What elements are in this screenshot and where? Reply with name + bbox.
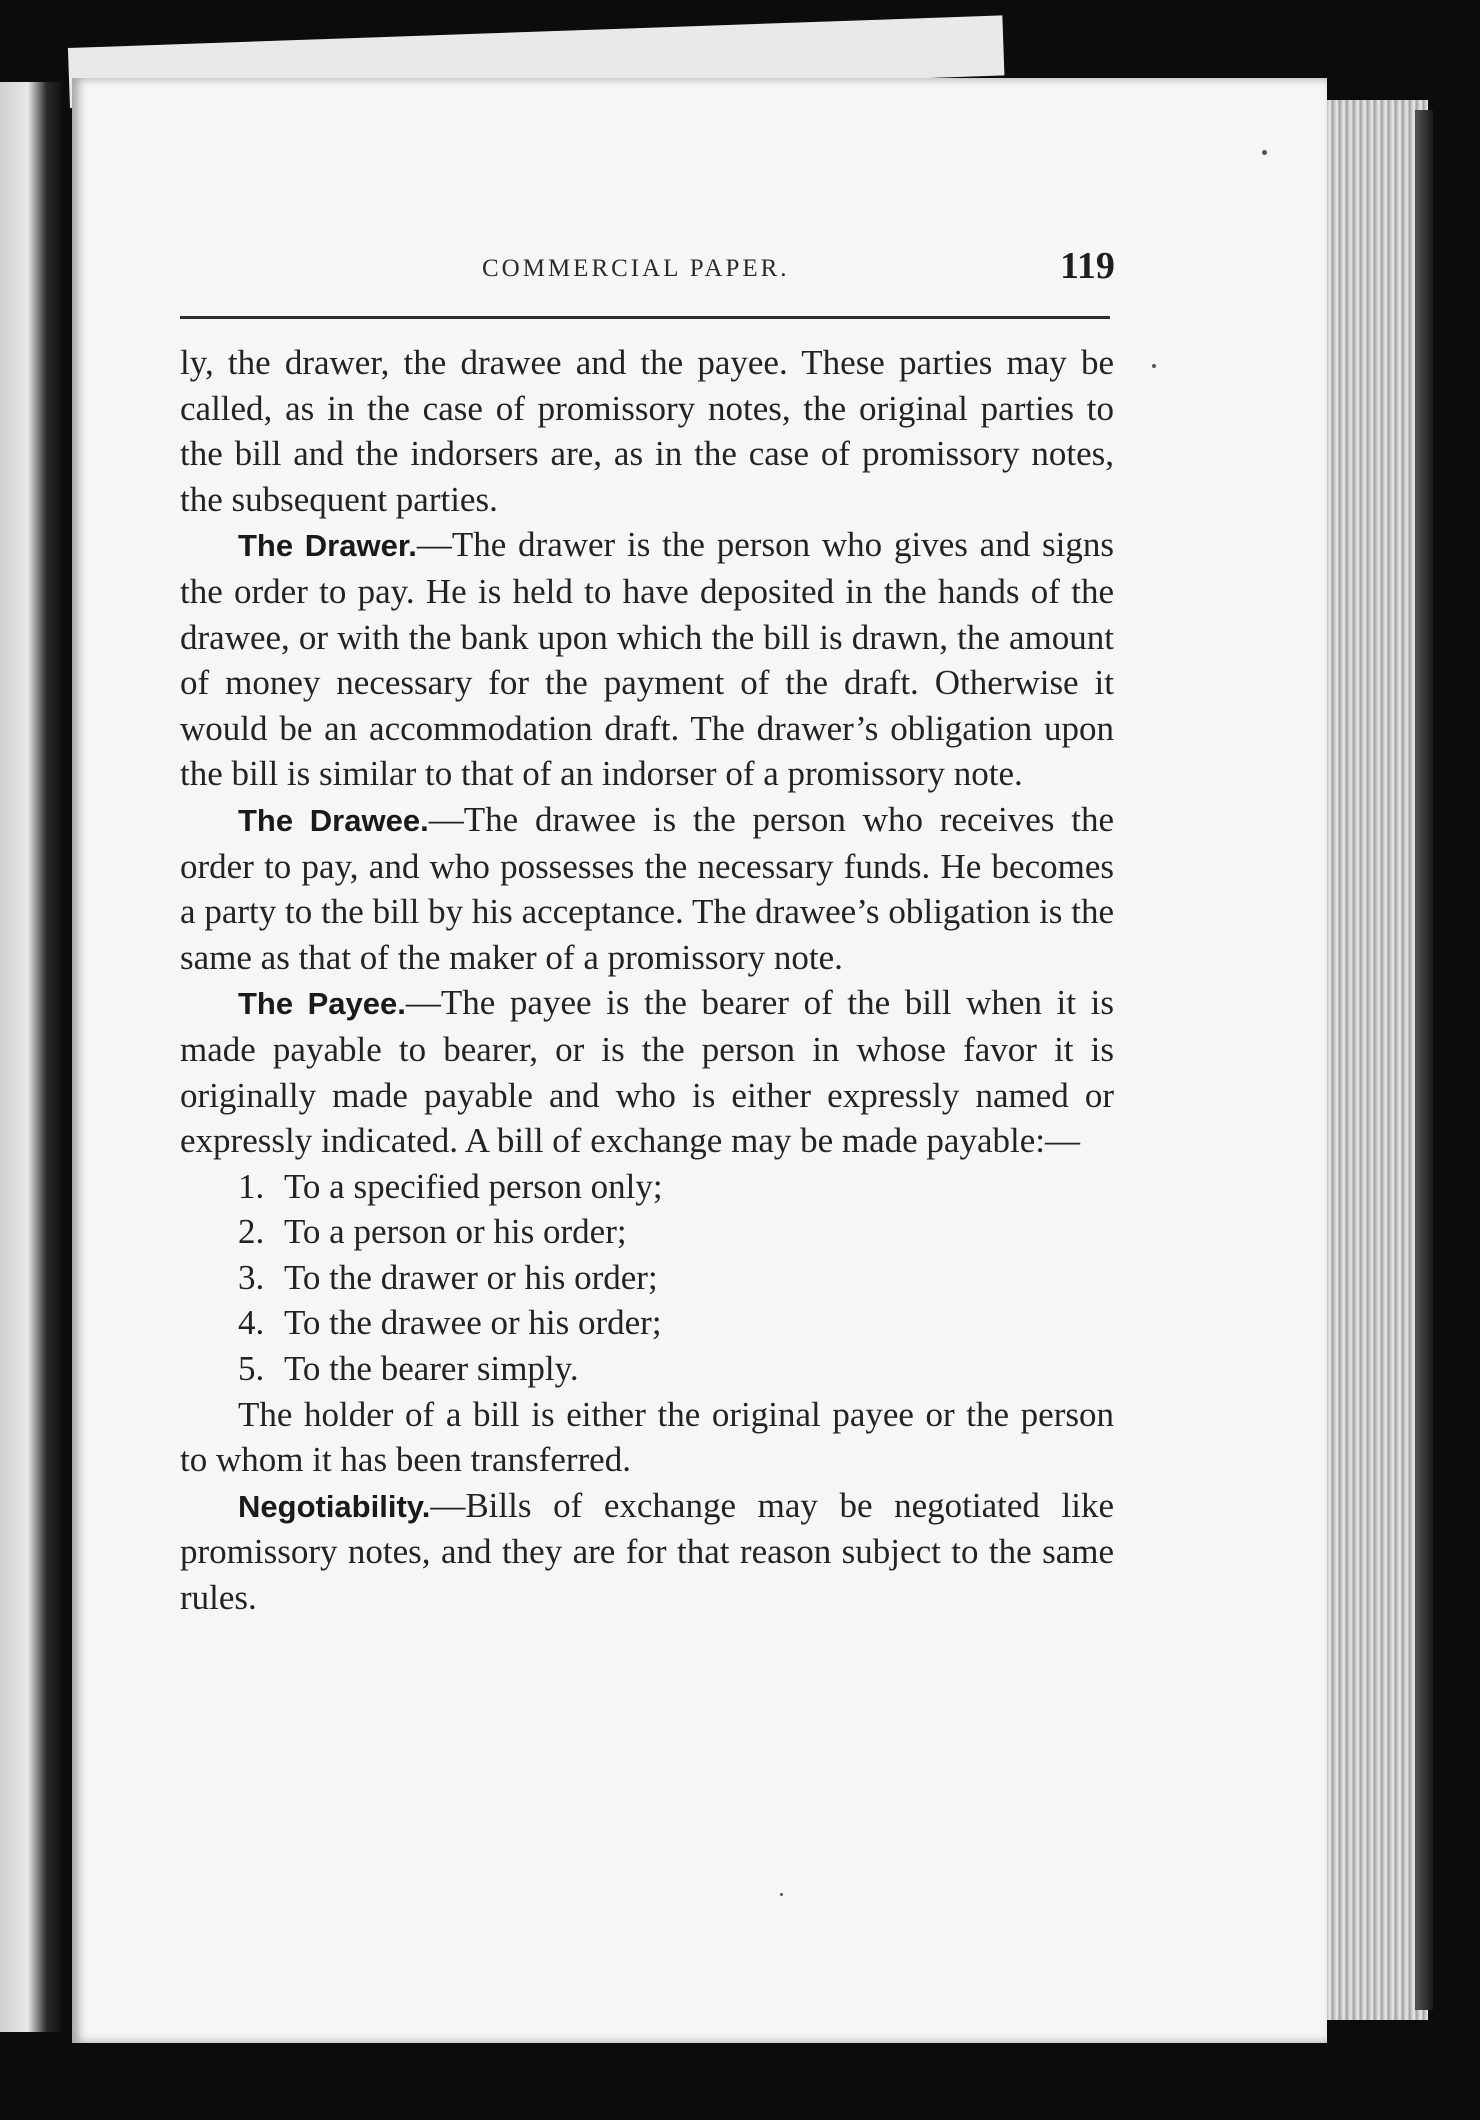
header-rule: [180, 316, 1110, 319]
scan-speck: [780, 1893, 783, 1896]
paragraph-continuation: ly, the drawer, the drawee and the payee. These parties may be called, as in the case of promissory notes, the original parties to the bill and the indorsers are, as in the case of promissory notes, the subsequent parties.: [180, 343, 1114, 519]
list-item-text: To the drawee or his order;: [284, 1303, 662, 1343]
list-item-number: 5.: [238, 1349, 265, 1389]
left-page-edge: [0, 82, 62, 2032]
list-item: [180, 1346, 1114, 1392]
section-heading-payee: The Payee.: [238, 986, 406, 1022]
paragraph-payee: [180, 980, 1114, 1163]
list-item: [180, 1209, 1114, 1255]
list-item: [180, 1255, 1114, 1301]
paragraph-payee-text: —The payee is the bearer of the bill when it is made payable to bearer, or is the person in whose favor it is originally made payable and who is either expressly named or expressly indicated. A bill of exchange may be made payable:—: [180, 983, 1114, 1161]
paragraph-drawee: [180, 797, 1114, 980]
paragraph-drawer-text: —The drawer is the person who gives and signs the order to pay. He is held to have deposited in the hands of the drawee, or with the bank upon which the bill is drawn, the amount of money necessary for the payment of the draft. Otherwise it would be an accommodation draft. The drawer’s obligation upon the bill is similar to that of an indorser of a promissory note.: [180, 525, 1114, 794]
list-item: [180, 1164, 1114, 1210]
scan-speck: [1152, 364, 1156, 368]
section-heading-drawee: The Drawee.: [238, 802, 429, 838]
section-heading-drawer: The Drawer.: [238, 528, 417, 564]
scan-speck: [1262, 150, 1267, 155]
running-head: COMMERCIAL PAPER.: [482, 255, 790, 282]
body-text: [180, 340, 1114, 1621]
page-stack-edge: [1318, 100, 1428, 2020]
paragraph-negotiability-text: —Bills of exchange may be negotiated like promissory notes, and they are for that reason subject to the same rules.: [180, 1485, 1114, 1618]
list-item-number: 4.: [238, 1303, 265, 1343]
paragraph-drawee-text: —The drawee is the person who receives the order to pay, and who possesses the necessary funds. He becomes a party to the bill by his acceptance. The drawee’s obligation is the same as that of the maker of a promissory note.: [180, 799, 1114, 977]
list-item-number: 2.: [238, 1212, 265, 1252]
page-stack-shadow: [1415, 110, 1433, 2010]
paragraph-drawer: [180, 522, 1114, 797]
list-item-text: To a person or his order;: [284, 1212, 627, 1252]
paragraph-holder: The holder of a bill is either the original payee or the person to whom it has been transferred.: [180, 1394, 1114, 1480]
list-item-number: 1.: [238, 1166, 265, 1206]
payable-list: [180, 1164, 1114, 1392]
list-item-text: To a specified person only;: [284, 1166, 663, 1206]
list-item-number: 3.: [238, 1257, 265, 1297]
list-item-text: To the bearer simply.: [284, 1349, 579, 1389]
list-item: [180, 1300, 1114, 1346]
list-item-text: To the drawer or his order;: [284, 1257, 658, 1297]
section-heading-negotiability: Negotiability.: [238, 1488, 431, 1524]
paragraph-negotiability: [180, 1483, 1114, 1621]
page-number: 119: [1060, 245, 1115, 287]
